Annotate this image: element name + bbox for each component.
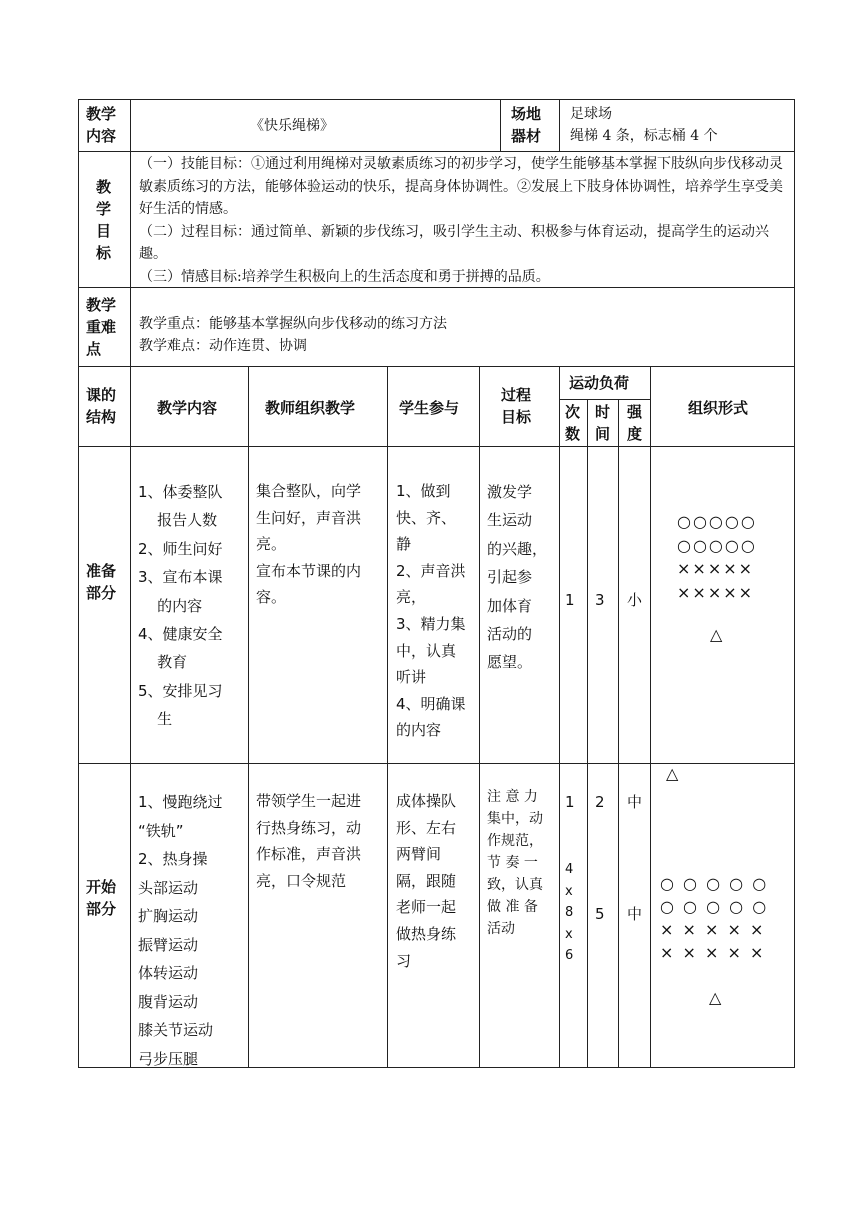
start-time-1: 2 bbox=[595, 793, 605, 811]
prep-formation-row-2: ○○○○○ bbox=[677, 536, 757, 555]
col-teacher: 教师组织教学 bbox=[265, 399, 356, 417]
objectives-label: 教 学 目 标 bbox=[96, 178, 112, 262]
col-load: 运动负荷 bbox=[569, 374, 630, 392]
start-formation-row-3: × × × × × bbox=[660, 920, 766, 939]
prep-count: 1 bbox=[565, 591, 575, 609]
prep-goal: 激发学 生运动 的兴趣， 引起参 加体育 活动的 愿望。 bbox=[487, 483, 548, 672]
prep-formation-row-1: ○○○○○ bbox=[677, 512, 757, 531]
col-goal: 过程 目标 bbox=[501, 386, 532, 426]
prep-time: 3 bbox=[595, 591, 605, 609]
start-section-name: 开始 部分 bbox=[86, 878, 117, 918]
start-content: 1、慢跑绕过 “铁轨” 2、热身操 头部运动 扩胸运动 振臂运动 体转运动 腹背运动 膝关节运动 弓步压腿 bbox=[138, 793, 223, 1068]
start-student: 成体操队 形、左右 两臂间 隔，跟随 老师一起 做热身练 习 bbox=[396, 792, 457, 970]
col-student: 学生参与 bbox=[399, 399, 460, 417]
start-goal: 注 意 力 集中，动 作规范， 节 奏 一 致，认真 做 准 备 活动 bbox=[487, 789, 543, 937]
prep-student: 1、做到 快、齐、 静 2、声音洪 亮， 3、精力集 中，认真 听讲 4、明确课 的内容 bbox=[396, 482, 466, 740]
start-formation-row-2: ○ ○ ○ ○ ○ bbox=[660, 897, 769, 916]
objectives-text: （一）技能目标：①通过利用绳梯对灵敏素质练习的初步学习，使学生能够基本掌握下肢纵向步伐移动灵敏素质练习的方法，能够体验运动的快乐，提高身体协调性。②发展上下肢身体协调性，培养学生享受美好生活的情感。 （二）过程目标：通过简单、新颖的步伐练习，吸引学生主动、积极参与体育运动，提高学生的运动兴趣。 （三）情感目标:培养学生积极向上的生活态度和勇于拼搏的品质。 bbox=[139, 156, 783, 285]
start-time-2: 5 bbox=[595, 905, 605, 923]
keypoints-label: 教学 重难 点 bbox=[86, 296, 117, 358]
start-formation-row-1: ○ ○ ○ ○ ○ bbox=[660, 874, 769, 893]
start-count-2: 4 x 8 x 6 bbox=[565, 862, 574, 963]
col-formation: 组织形式 bbox=[688, 399, 749, 417]
prep-section-name: 准备 部分 bbox=[86, 562, 117, 602]
prep-formation-cell bbox=[650, 446, 795, 764]
prep-formation-row-4: ××××× bbox=[677, 583, 755, 602]
content-label: 教学 内容 bbox=[86, 105, 117, 145]
start-count-1: 1 bbox=[565, 793, 575, 811]
start-teacher: 带领学生一起进 行热身练习，动 作标准，声音洪 亮，口令规范 bbox=[256, 792, 362, 890]
start-formation-row-4: × × × × × bbox=[660, 943, 766, 962]
prep-name-cell bbox=[78, 446, 131, 764]
start-teacher-marker: △ bbox=[709, 988, 724, 1007]
start-teacher-marker-top: △ bbox=[666, 764, 681, 783]
prep-content: 1、体委整队 报告人数 2、师生问好 3、宣布本课 的内容 4、健康安全 教育 5、安排见习 生 bbox=[138, 483, 223, 729]
prep-teacher-marker: △ bbox=[710, 625, 725, 644]
lesson-title: 《快乐绳梯》 bbox=[250, 118, 334, 134]
col-count: 次 数 bbox=[565, 403, 581, 443]
start-intensity-1: 中 bbox=[627, 793, 643, 811]
col-time: 时 间 bbox=[595, 403, 611, 443]
prep-formation-row-3: ××××× bbox=[677, 559, 755, 578]
start-intensity-2: 中 bbox=[627, 905, 643, 923]
col-content: 教学内容 bbox=[157, 399, 218, 417]
venue-label: 场地 器材 bbox=[511, 105, 542, 145]
col-intensity: 强 度 bbox=[627, 403, 643, 443]
venue-value: 足球场 绳梯 4 条，标志桶 4 个 bbox=[570, 106, 718, 144]
prep-intensity: 小 bbox=[627, 591, 643, 609]
prep-teacher: 集合整队，向学 生问好，声音洪 亮。 宣布本节课的内 容。 bbox=[256, 482, 362, 606]
col-structure: 课的 结构 bbox=[86, 386, 117, 426]
keypoints-text: 教学重点：能够基本掌握纵向步伐移动的练习方法 教学难点：动作连贯、协调 bbox=[139, 316, 447, 354]
